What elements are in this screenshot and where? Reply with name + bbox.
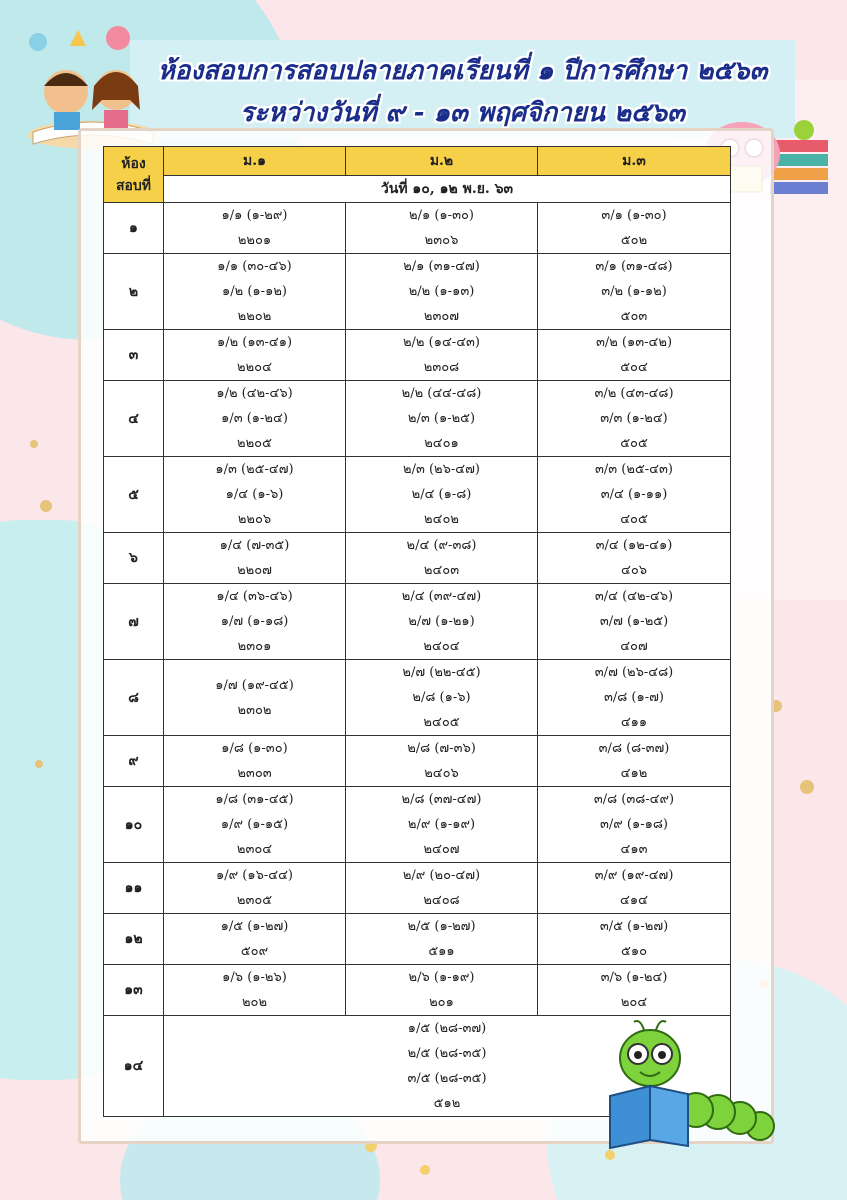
exam-cell [346, 203, 538, 254]
exam-cell [164, 533, 346, 584]
cell-line: ๒๔๐๗ [423, 842, 460, 857]
cell-line: ๑/๘ (๑-๓๐) [221, 741, 288, 756]
room-number: ๑ [104, 203, 164, 254]
room-number: ๑๔ [104, 1016, 164, 1117]
exam-cell [164, 863, 346, 914]
cell-line: ๒/๔ (๓๙-๔๗) [401, 589, 482, 604]
cell-line: ๔๑๔ [620, 893, 648, 908]
cell-line: ๒๐๑ [429, 995, 454, 1010]
cell-line: ๕๑๐ [620, 944, 648, 959]
cell-line: ๒/๒ (๑๔-๔๓) [402, 335, 480, 350]
cell-line: ๔๐๕ [620, 512, 648, 527]
cell-line: ๒๓๐๔ [236, 842, 273, 857]
cell-line: ๑/๗ (๑๙-๔๕) [215, 677, 294, 693]
cell-line: ๒/๔ (๙-๓๘) [406, 538, 477, 553]
cell-line: ๒๒๐๒ [237, 309, 272, 324]
cell-line: ๒๔๐๔ [423, 639, 460, 654]
grade-header: ม.๒ [346, 147, 538, 176]
exam-cell [164, 381, 346, 457]
cell-line: ๑/๑ (๑-๒๙) [221, 208, 288, 223]
room-number: ๔ [104, 381, 164, 457]
exam-cell [346, 254, 538, 330]
table-row [104, 965, 731, 1016]
exam-cell [346, 863, 538, 914]
cell-line: ๕๐๙ [240, 944, 269, 959]
exam-cell [346, 965, 538, 1016]
exam-date: วันที่ ๑๐, ๑๒ พ.ย. ๖๓ [164, 176, 731, 203]
exam-cell [538, 914, 731, 965]
exam-cell [538, 254, 731, 330]
cell-line: ๓/๘ (๓๘-๔๙) [593, 792, 675, 807]
exam-cell [164, 965, 346, 1016]
table-row [104, 863, 731, 914]
table-row [104, 533, 731, 584]
room-header [104, 147, 164, 203]
cell-line: ๒/๒ (๑-๑๓) [408, 284, 475, 299]
exam-cell [346, 787, 538, 863]
confetti-dot [30, 440, 38, 448]
cell-line: ๑/๓ (๒๕-๔๗) [215, 462, 294, 477]
table-row [104, 584, 731, 660]
grade-header: ม.๓ [538, 147, 731, 176]
exam-cell [346, 660, 538, 736]
exam-cell [164, 736, 346, 787]
cell-line: ๓/๑ (๑-๓๐) [601, 208, 667, 223]
cell-line: ๓/๘ (๘-๓๗) [598, 741, 670, 756]
cell-line: ๒๓๐๖ [424, 233, 459, 248]
cell-line: ๒/๘ (๓๗-๔๗) [401, 792, 482, 807]
cell-line: ๓/๗ (๒๖-๔๘) [594, 665, 674, 680]
exam-room-table [103, 146, 731, 1117]
cell-line: ๕๑๒ [433, 1096, 461, 1111]
cell-line: ๒๐๔ [620, 995, 648, 1010]
room-header-label: ห้อง [121, 155, 146, 172]
room-number: ๗ [104, 584, 164, 660]
cell-line: ๒๔๐๘ [423, 893, 460, 908]
cell-line: ๓/๒ (๑๓-๔๒) [595, 335, 673, 350]
cell-line: ๒๓๐๓ [237, 766, 272, 781]
cell-line: ๒/๑ (๓๑-๔๗) [403, 259, 480, 274]
cell-line: ๒๓๐๘ [423, 360, 460, 375]
cell-line: ๒/๑ (๑-๓๐) [409, 208, 474, 223]
exam-cell [538, 330, 731, 381]
cell-line: ๕๐๒ [620, 233, 648, 248]
exam-cell [346, 736, 538, 787]
cell-line: ๒/๘ (๗-๓๖) [407, 741, 476, 756]
cell-line: ๒๔๐๑ [424, 436, 459, 451]
bookworm-illustration [600, 1018, 780, 1153]
cell-line: ๓/๔ (๔๒-๔๖) [594, 589, 674, 604]
table-row [104, 736, 731, 787]
table-row [104, 330, 731, 381]
cell-line: ๔๐๖ [620, 563, 648, 578]
cell-line: ๓/๕ (๑-๒๗) [599, 919, 669, 934]
table-row [104, 381, 731, 457]
exam-cell [346, 457, 538, 533]
cell-line: ๒๓๐๗ [423, 309, 460, 324]
table-row [104, 457, 731, 533]
cell-line: ๑/๗ (๑-๑๘) [220, 614, 289, 629]
exam-cell [538, 381, 731, 457]
cell-line: ๒๔๐๖ [424, 766, 459, 781]
cell-line: ๒/๙ (๒๐-๔๗) [402, 868, 481, 883]
room-number: ๒ [104, 254, 164, 330]
room-number: ๑๐ [104, 787, 164, 863]
cell-line: ๒๔๐๓ [423, 563, 460, 578]
cell-line: ๑/๕ (๒๘-๓๗) [407, 1021, 487, 1036]
cell-line: ๑/๓ (๑-๒๔) [221, 411, 288, 426]
cell-line: ๑/๔ (๑-๖) [225, 487, 284, 502]
cell-line: ๓/๗ (๑-๒๕) [599, 614, 669, 629]
cell-line: ๑/๒ (๔๒-๔๖) [216, 386, 293, 401]
exam-cell [164, 457, 346, 533]
exam-cell [538, 863, 731, 914]
cell-line: ๑/๒ (๑-๑๒) [222, 284, 287, 299]
room-number: ๓ [104, 330, 164, 381]
cell-line: ๓/๕ (๒๘-๓๕) [407, 1071, 487, 1086]
cell-line: ๒๓๐๒ [237, 702, 272, 718]
cell-line: ๒๔๐๕ [423, 715, 460, 730]
cell-line: ๒๐๒ [241, 995, 268, 1010]
confetti-dot [35, 760, 43, 768]
exam-cell [538, 533, 731, 584]
cell-line: ๒๒๐๑ [237, 233, 272, 248]
room-number: ๑๑ [104, 863, 164, 914]
cell-line: ๒๓๐๕ [236, 893, 273, 908]
confetti-dot [420, 1165, 430, 1175]
room-number: ๕ [104, 457, 164, 533]
room-number: ๑๓ [104, 965, 164, 1016]
exam-cell [538, 584, 731, 660]
cell-line: ๒/๕ (๒๘-๓๕) [407, 1046, 487, 1061]
room-number: ๘ [104, 660, 164, 736]
table-row [104, 787, 731, 863]
table-row [104, 914, 731, 965]
cell-line: ๒/๒ (๔๔-๔๘) [401, 386, 482, 401]
exam-cell [346, 533, 538, 584]
cell-line: ๒/๓ (๒๖-๔๗) [403, 462, 480, 477]
cell-line: ๑/๒ (๑๓-๔๑) [216, 335, 293, 350]
cell-line: ๑/๖ (๑-๒๖) [222, 970, 287, 985]
exam-cell [164, 787, 346, 863]
exam-cell [538, 457, 731, 533]
exam-cell [164, 914, 346, 965]
cell-line: ๑/๔ (๓๖-๔๖) [216, 589, 293, 604]
confetti-dot [40, 500, 52, 512]
cell-line: ๓/๔ (๑-๑๑) [600, 487, 668, 502]
cell-line: ๔๑๒ [620, 766, 648, 781]
cell-line: ๒/๗ (๒๒-๔๕) [402, 665, 481, 680]
cell-line: ๒๓๐๑ [237, 639, 272, 654]
cell-line: ๓/๓ (๒๕-๔๓) [595, 462, 673, 477]
cell-line: ๑/๕ (๑-๒๗) [220, 919, 289, 934]
cell-line: ๓/๔ (๑๒-๔๑) [595, 538, 673, 553]
exam-cell [164, 254, 346, 330]
exam-cell [164, 584, 346, 660]
exam-cell [538, 787, 731, 863]
cell-line: ๒/๕ (๑-๒๗) [407, 919, 476, 934]
cell-line: ๒/๘ (๑-๖) [412, 690, 471, 705]
cell-line: ๓/๙ (๑-๑๘) [600, 817, 668, 832]
cell-line: ๓/๙ (๑๙-๔๗) [594, 868, 674, 883]
cell-line: ๕๐๓ [620, 309, 648, 324]
cell-line: ๒/๓ (๑-๒๕) [407, 411, 476, 426]
cell-line: ๒๒๐๖ [237, 512, 272, 527]
cell-line: ๒/๙ (๑-๑๙) [407, 817, 476, 832]
cell-line: ๓/๒ (๑-๑๒) [601, 284, 667, 299]
cell-line: ๔๑๑ [620, 715, 648, 730]
room-number: ๙ [104, 736, 164, 787]
exam-cell [164, 660, 346, 736]
exam-cell [164, 330, 346, 381]
cell-line: ๑/๙ (๑๖-๔๔) [215, 868, 293, 883]
cell-line: ๑/๘ (๓๑-๔๕) [215, 792, 294, 807]
exam-cell [538, 736, 731, 787]
cell-line: ๔๑๓ [620, 842, 648, 857]
exam-cell [346, 914, 538, 965]
confetti-dot [800, 780, 814, 794]
exam-cell [346, 584, 538, 660]
cell-line: ๓/๘ (๑-๗) [604, 690, 664, 705]
page-title: ห้องสอบการสอบปลายภาคเรียนที่ ๑ ปีการศึกษา ๒๕๖๓ [157, 56, 768, 86]
cell-line: ๒๒๐๔ [237, 360, 272, 375]
room-header-label: สอบที่ [115, 177, 152, 194]
cell-line: ๑/๔ (๗-๓๕) [219, 538, 290, 553]
cell-line: ๒/๖ (๑-๑๙) [408, 970, 475, 985]
date-row [104, 176, 731, 203]
cell-line: ๒๔๐๒ [424, 512, 459, 527]
table-body [104, 203, 731, 1117]
grade-header: ม.๑ [164, 147, 346, 176]
exam-cell [538, 660, 731, 736]
cell-line: ๒/๔ (๑-๘) [411, 487, 472, 502]
exam-cell [346, 330, 538, 381]
room-number: ๑๒ [104, 914, 164, 965]
table-row [104, 203, 731, 254]
cell-line: ๓/๓ (๑-๒๔) [600, 411, 668, 426]
cell-line: ๓/๒ (๔๓-๔๘) [594, 386, 674, 401]
table-row [104, 660, 731, 736]
cell-line: ๕๐๔ [620, 360, 648, 375]
cell-line: ๓/๖ (๑-๒๔) [600, 970, 668, 985]
page-subtitle: ระหว่างวันที่ ๙ - ๑๓ พฤศจิกายน ๒๕๖๓ [240, 98, 685, 128]
cell-line: ๒๒๐๗ [237, 563, 272, 578]
exam-cell [346, 381, 538, 457]
cell-line: ๒๒๐๕ [237, 436, 272, 451]
exam-cell [538, 965, 731, 1016]
exam-cell [164, 203, 346, 254]
cell-line: ๕๑๑ [428, 944, 455, 959]
room-number: ๖ [104, 533, 164, 584]
cell-line: ๒/๗ (๑-๒๑) [408, 614, 475, 629]
cell-line: ๔๐๗ [620, 639, 648, 654]
table-header-row [104, 147, 731, 176]
cell-line: ๕๐๕ [620, 436, 648, 451]
cell-line: ๓/๑ (๓๑-๔๘) [595, 259, 673, 274]
table-row [104, 254, 731, 330]
cell-line: ๑/๑ (๓๐-๔๖) [217, 259, 292, 274]
exam-cell [538, 203, 731, 254]
cell-line: ๑/๙ (๑-๑๕) [220, 817, 289, 832]
